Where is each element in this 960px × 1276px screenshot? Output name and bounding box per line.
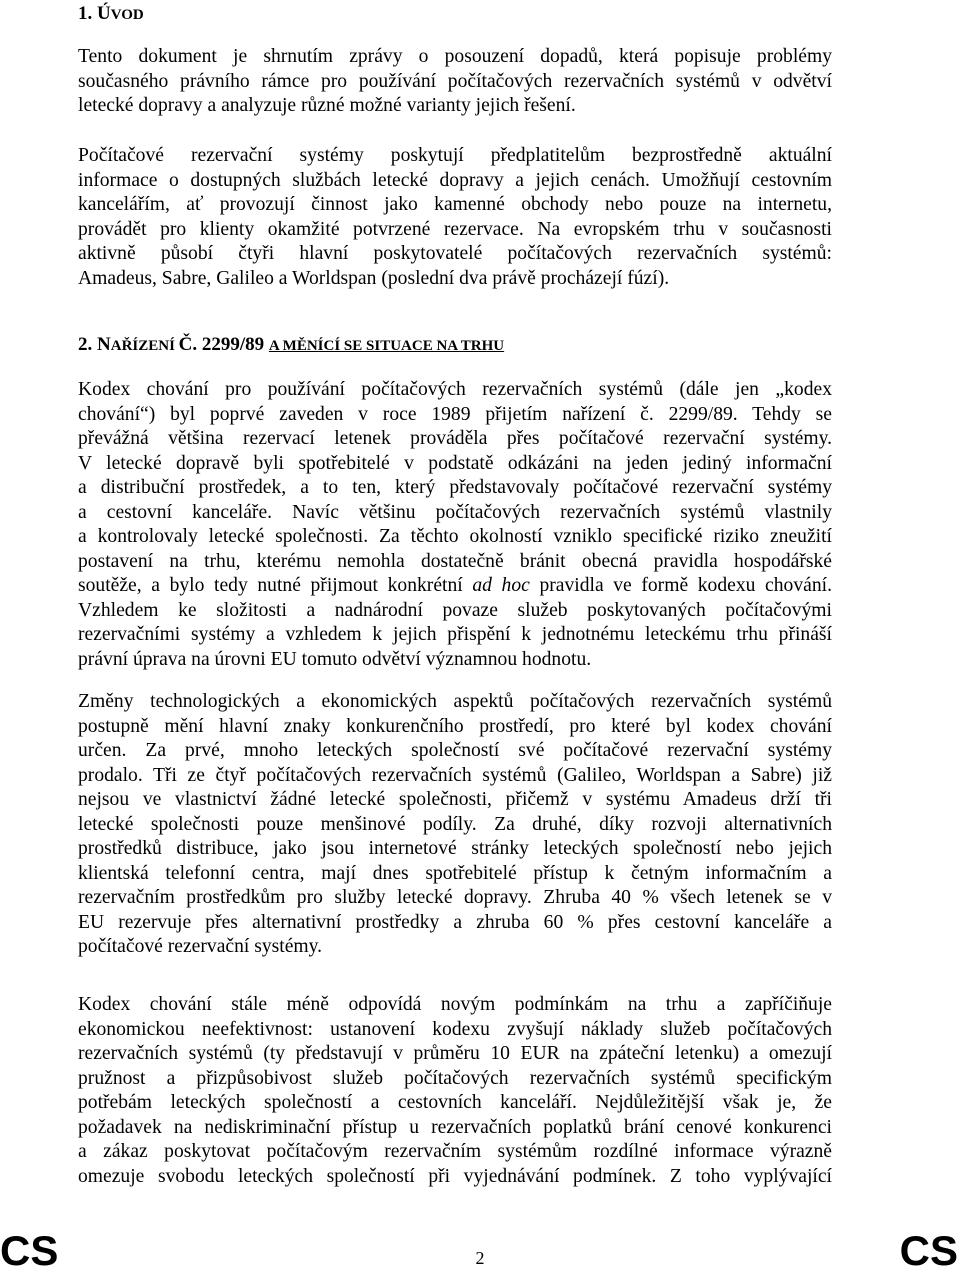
text-line: pružnost a přizpůsobivost služeb počítačových rezervačních systémů specifickým xyxy=(78,1067,832,1089)
text-line: V letecké dopravě byli spotřebitelé v podstatě odkázáni na jeden jediný informační xyxy=(78,452,832,474)
text-line-with-italic xyxy=(78,574,832,599)
text-line: aktivně působí čtyři hlavní poskytovatelé počítačových rezervačních systémů: xyxy=(78,243,832,264)
paragraph-1 xyxy=(78,45,832,119)
text-line: a cestovní kanceláře. Navíc většinu počítačových rezervačních systémů vlastnily xyxy=(78,501,832,523)
paragraph-5 xyxy=(78,993,832,1189)
text-line: Kodex chování stále méně odpovídá novým podmínkám na trhu a zapříčiňuje xyxy=(78,994,832,1015)
text-line: rezervačními systémy a vzhledem k jejich přispění k jednotnému leteckému trhu přináší xyxy=(78,624,832,645)
paragraph-3 xyxy=(78,378,832,672)
text-line: ekonomickou neefektivnost: ustanovení kodexu zvyšují náklady služeb počítačových xyxy=(78,1018,832,1040)
text-line: Počítačové rezervační systémy poskytují předplatitelům bezprostředně aktuální xyxy=(78,145,832,166)
section-1-heading xyxy=(78,2,144,27)
italic-term: ad hoc xyxy=(472,575,530,596)
text-line: rezervačním prostředkům pro služby letecké dopravy. Zhruba 40 % všech letenek se v xyxy=(78,887,832,908)
text-line: nejsou ve vlastnictví žádné letecké společnosti, přičemž v systému Amadeus drží tři xyxy=(78,789,832,810)
text-line: Tento dokument je shrnutím zprávy o posouzení dopadů, která popisuje problémy xyxy=(78,46,832,67)
text-line: převážná většina rezervací letenek prováděla přes počítačové rezervační systémy. xyxy=(78,428,832,449)
section-2-title-b: Č. 2299/89 xyxy=(178,334,269,355)
paragraph-4 xyxy=(78,690,832,960)
text-fragment: soutěže, a bylo tedy nutné přijmout konkrétní xyxy=(78,575,473,596)
text-line: požadavek na nediskriminační přístup u rezervačních poplatků brání cenové konkurenci xyxy=(78,1116,832,1138)
text-line: EU rezervuje přes alternativní prostředky a zhruba 60 % přes cestovní kanceláře a xyxy=(78,911,832,933)
text-line: Změny technologických a ekonomických aspektů počítačových rezervačních systémů xyxy=(78,691,832,712)
text-line: a distribuční prostředek, a to ten, který představovaly počítačové rezervační systémy xyxy=(78,477,832,498)
paragraph-2 xyxy=(78,144,832,291)
text-line: Kodex chování pro používání počítačových rezervačních systémů (dále jen „kodex xyxy=(78,379,832,400)
text-line: prodalo. Tři ze čtyř počítačových rezervačních systémů (Galileo, Worldspan a Sabre) již xyxy=(78,764,832,786)
text-line: letecké společnosti pouze menšinové podíly. Za druhé, díky rozvoji alternativních xyxy=(78,813,832,835)
text-line: klientská telefonní centra, mají dnes spotřebitelé přístup k četným informačním a xyxy=(78,862,832,884)
text-line: chování“) byl poprvé zaveden v roce 1989 přijetím nařízení č. 2299/89. Tehdy se xyxy=(78,403,832,425)
text-line: Amadeus, Sabre, Galileo a Worldspan (poslední dva právě procházejí fúzí). xyxy=(78,267,670,289)
text-line: postupně mění hlavní znaky konkurenčního prostředí, pro které byl kodex chování xyxy=(78,715,832,737)
footer-language-left: CS xyxy=(0,1227,59,1274)
text-fragment: pravidla ve formě kodexu chování. xyxy=(529,575,832,596)
section-2-number: 2. N xyxy=(78,334,111,355)
text-line: určen. Za prvé, mnoho leteckých společností své počítačové rezervační systémy xyxy=(78,740,832,761)
text-line: současného právního rámce pro používání počítačových rezervačních systémů v odvětví xyxy=(78,70,832,92)
page-number: 2 xyxy=(475,1248,485,1268)
text-line: Vzhledem ke složitosti a nadnárodní povaze služeb poskytovaných počítačovými xyxy=(78,599,832,621)
text-line: rezervačních systémů (ty představují v průměru 10 EUR na zpáteční letenku) a omezují xyxy=(78,1043,832,1064)
section-2-heading xyxy=(78,333,504,358)
text-line: informace o dostupných službách letecké dopravy a jejich cenách. Umožňují cestovním xyxy=(78,169,832,191)
text-line: letecké dopravy a analyzuje různé možné varianty jejich řešení. xyxy=(78,95,576,116)
footer-language-right: CS xyxy=(899,1227,958,1274)
section-2-title-c: A MĚNÍCÍ SE SITUACE NA TRHU xyxy=(268,338,505,354)
text-line: prostředků distribuce, jako jsou internetové stránky leteckých společností nebo jejich xyxy=(78,838,832,859)
text-line: omezuje svobodu leteckých společností při vyjednávání podmínek. Z toho vyplývající xyxy=(78,1165,832,1187)
section-1-title: VOD xyxy=(110,7,144,23)
text-line: počítačové rezervační systémy. xyxy=(78,936,323,957)
section-2-title-a: AŘÍZENÍ xyxy=(110,338,179,354)
text-line: a zákaz poskytovat počítačovým rezervačním systémům rozdílné informace výrazně xyxy=(78,1141,832,1162)
text-line: kancelářím, ať provozují činnost jako kamenné obchody nebo pouze na internetu, xyxy=(78,194,832,215)
text-line: právní úprava na úrovni EU tomuto odvětví významnou hodnotu. xyxy=(78,648,592,670)
text-line: a kontrolovaly letecké společnosti. Za těchto okolností vzniklo specifické riziko zneužití xyxy=(78,526,832,547)
section-1-number: 1. Ú xyxy=(78,3,111,24)
text-line: provádět pro klienty okamžité potvrzené rezervace. Na evropském trhu v současnosti xyxy=(78,218,832,240)
text-line: potřebám leteckých společností a cestovních kanceláří. Nejdůležitější však je, že xyxy=(78,1092,832,1113)
text-line: postavení na trhu, kterému nemohla dostatečně bránit obecná pravidla hospodářské xyxy=(78,550,832,572)
